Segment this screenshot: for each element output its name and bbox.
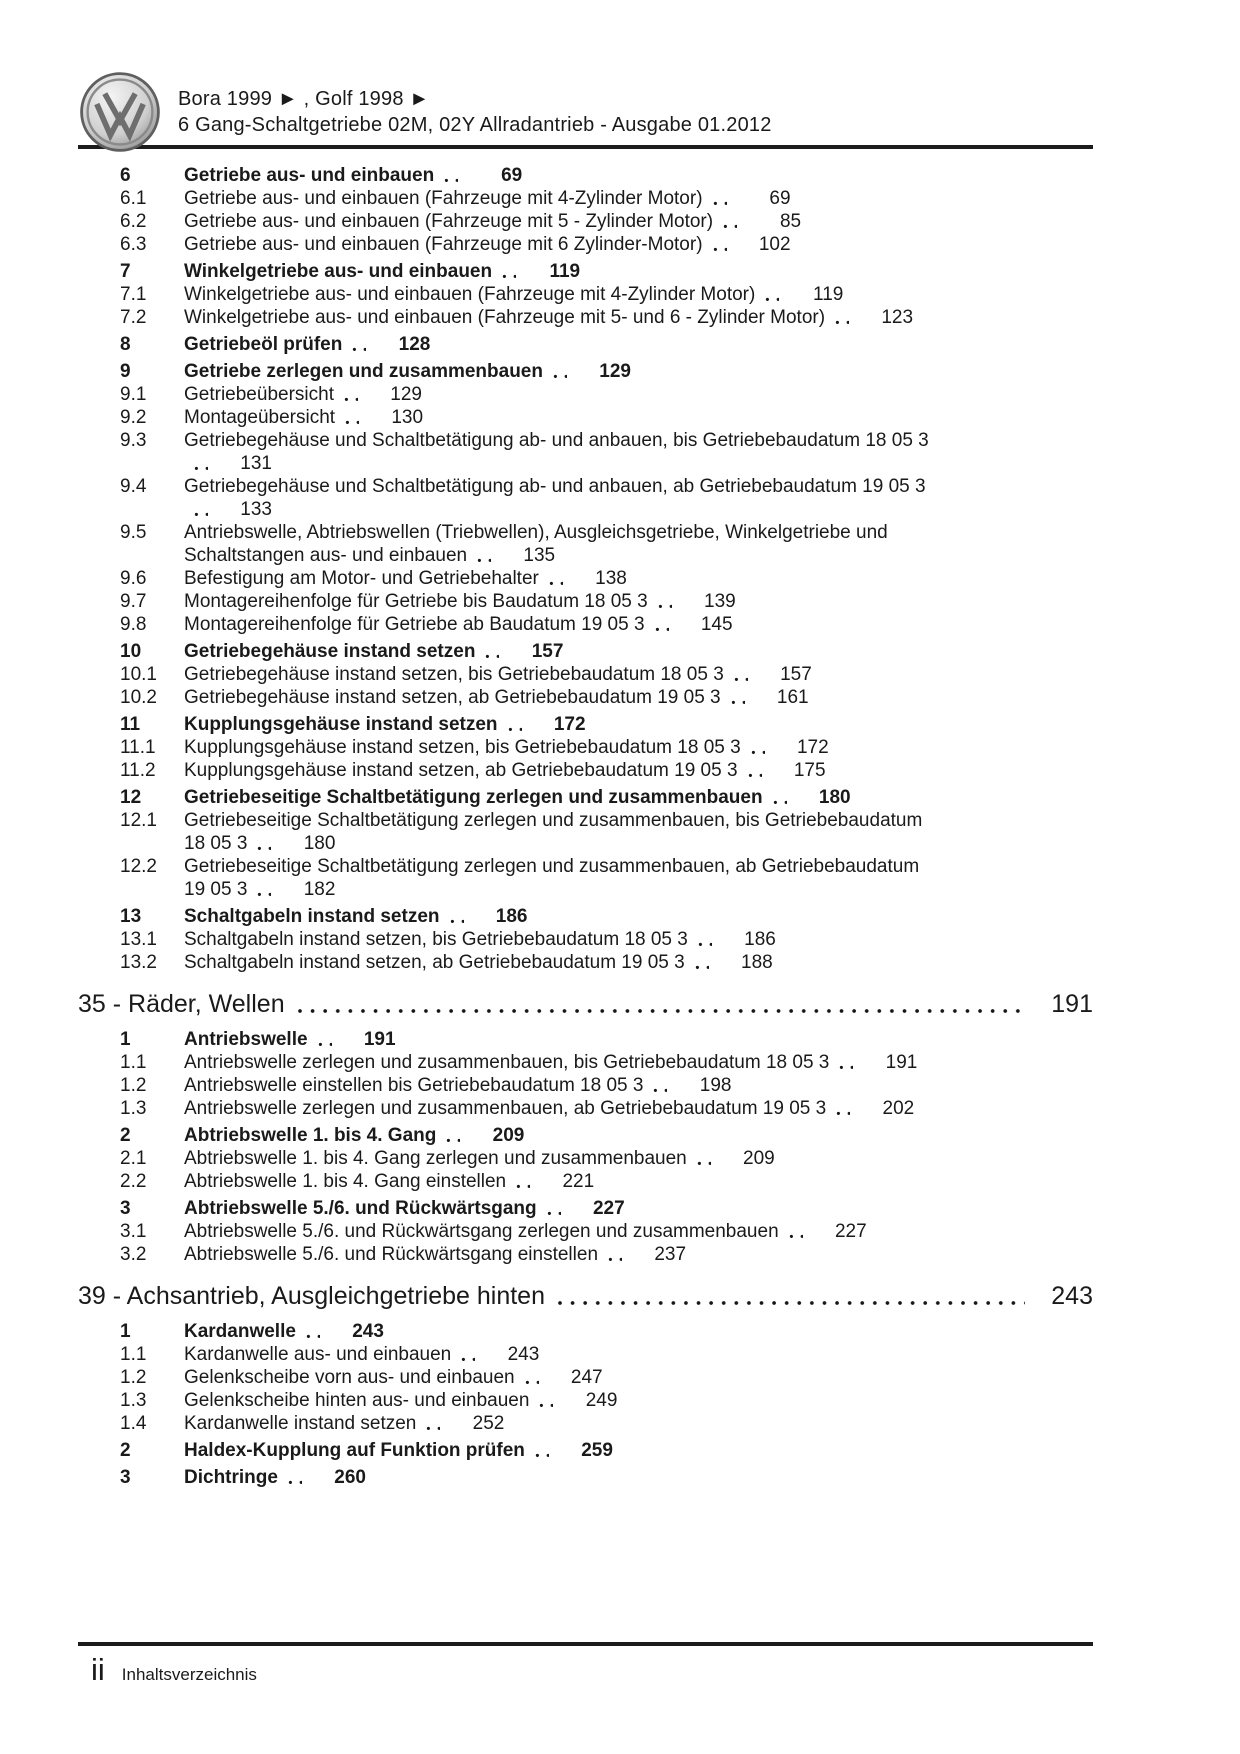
toc-entry-line bbox=[78, 1439, 1093, 1462]
entry-number: 1.1 bbox=[120, 1052, 147, 1073]
entry-title: 18 05 3 bbox=[184, 833, 248, 854]
entry-page-number: 188 bbox=[741, 952, 773, 973]
toc-entry-line bbox=[78, 1170, 1093, 1193]
entry-title: Winkelgetriebe aus- und einbauen (Fahrzeuge mit 5- und 6 - Zylinder Motor) bbox=[184, 307, 826, 328]
toc-entry-line bbox=[78, 736, 1093, 759]
entry-page-number: 243 bbox=[352, 1321, 384, 1342]
dot-leader bbox=[502, 274, 516, 279]
entry-page-number: 131 bbox=[240, 453, 272, 474]
dot-leader bbox=[344, 397, 358, 402]
entry-number: 2 bbox=[120, 1440, 131, 1461]
header-product-line: Bora 1999 ► , Golf 1998 ► bbox=[178, 88, 430, 110]
entry-title: Kupplungsgehäuse instand setzen bbox=[184, 714, 498, 735]
dot-leader bbox=[516, 1184, 530, 1189]
entry-page-number: 161 bbox=[776, 687, 809, 708]
header-manual-title: 6 Gang-Schaltgetriebe 02M, 02Y Allradantrieb - Ausgabe 01.2012 bbox=[178, 114, 772, 136]
dot-leader bbox=[535, 1453, 549, 1458]
entry-page-number: 138 bbox=[595, 568, 627, 589]
entry-title: Getriebeseitige Schaltbetätigung zerlegen und zusammenbauen, bis Getriebebaudatum bbox=[184, 810, 923, 831]
dot-leader bbox=[695, 965, 709, 970]
dot-leader bbox=[444, 178, 458, 183]
toc-entry-line bbox=[78, 406, 1093, 429]
toc-entry-line bbox=[78, 333, 1093, 356]
entry-number: 1.3 bbox=[120, 1098, 147, 1119]
toc-entry-line bbox=[78, 1197, 1093, 1220]
entry-page-number: 135 bbox=[523, 545, 556, 566]
entry-number: 1 bbox=[120, 1029, 131, 1050]
entry-title: Montageübersicht bbox=[184, 407, 336, 428]
entry-title: Winkelgetriebe aus- und einbauen (Fahrzeuge mit 4-Zylinder Motor) bbox=[184, 284, 756, 305]
footer-label: Inhaltsverzeichnis bbox=[121, 1665, 257, 1684]
entry-title: Getriebe aus- und einbauen bbox=[184, 165, 435, 186]
entry-number: 2.2 bbox=[120, 1171, 147, 1192]
entry-title: Antriebswelle, Abtriebswellen (Triebwellen), Ausgleichsgetriebe, Winkelgetriebe und bbox=[184, 522, 888, 543]
chapter-page-number: 243 bbox=[1051, 1282, 1093, 1310]
entry-number: 10 bbox=[120, 641, 142, 662]
entry-number: 3 bbox=[120, 1198, 131, 1219]
entry-page-number: 247 bbox=[570, 1367, 603, 1388]
toc-entry-line bbox=[78, 452, 1093, 475]
dot-leader bbox=[547, 1211, 561, 1216]
entry-page-number: 123 bbox=[881, 307, 914, 328]
toc-entry-line bbox=[78, 663, 1093, 686]
entry-number: 13.1 bbox=[120, 929, 157, 950]
entry-page-number: 133 bbox=[240, 499, 272, 520]
toc-entry-line bbox=[78, 809, 1093, 832]
entry-number: 13.2 bbox=[120, 952, 157, 973]
toc-entry-line bbox=[78, 260, 1093, 283]
entry-title: Getriebe aus- und einbauen (Fahrzeuge mit 6 Zylinder-Motor) bbox=[184, 234, 703, 255]
dot-leader bbox=[306, 1334, 320, 1339]
dot-leader bbox=[557, 1300, 1025, 1306]
toc-entry-line bbox=[78, 498, 1093, 521]
entry-page-number: 259 bbox=[581, 1440, 613, 1461]
entry-page-number: 128 bbox=[398, 334, 431, 355]
toc-entry-line bbox=[78, 1343, 1093, 1366]
entry-number: 13 bbox=[120, 906, 142, 927]
dot-leader bbox=[288, 1480, 302, 1485]
entry-number: 6.1 bbox=[120, 188, 147, 209]
entry-title: Getriebeseitige Schaltbetätigung zerlegen und zusammenbauen, ab Getriebebaudatum bbox=[184, 856, 920, 877]
toc-entry-line bbox=[78, 567, 1093, 590]
toc-entry-line bbox=[78, 928, 1093, 951]
entry-number: 9.4 bbox=[120, 476, 147, 497]
entry-page-number: 227 bbox=[834, 1221, 867, 1242]
entry-page-number: 191 bbox=[363, 1029, 396, 1050]
entry-page-number: 119 bbox=[813, 284, 844, 305]
entry-title: Haldex-Kupplung auf Funktion prüfen bbox=[184, 1440, 525, 1461]
dot-leader bbox=[839, 1065, 853, 1070]
toc-entry-line bbox=[78, 187, 1093, 210]
entry-number: 9.2 bbox=[120, 407, 147, 428]
entry-title: Abtriebswelle 1. bis 4. Gang bbox=[184, 1125, 437, 1146]
entry-title: Montagereihenfolge für Getriebe bis Baudatum 18 05 3 bbox=[184, 591, 648, 612]
dot-leader bbox=[713, 201, 727, 206]
entry-title: Winkelgetriebe aus- und einbauen bbox=[184, 261, 493, 282]
dot-leader bbox=[194, 512, 208, 517]
toc-entry-line bbox=[78, 283, 1093, 306]
entry-title: Kardanwelle bbox=[184, 1321, 296, 1342]
dot-leader bbox=[723, 224, 737, 229]
dot-leader bbox=[697, 1161, 711, 1166]
entry-page-number: 243 bbox=[507, 1344, 540, 1365]
dot-leader bbox=[345, 420, 359, 425]
toc-entry-line bbox=[78, 905, 1093, 928]
entry-title: Getriebegehäuse instand setzen, ab Getriebebaudatum 19 05 3 bbox=[184, 687, 721, 708]
dot-leader bbox=[748, 773, 762, 778]
entry-number: 1 bbox=[120, 1321, 131, 1342]
page-header bbox=[78, 70, 1093, 149]
toc-entry-line bbox=[78, 951, 1093, 974]
dot-leader bbox=[525, 1380, 539, 1385]
entry-page-number: 145 bbox=[700, 614, 733, 635]
toc-entry-line bbox=[78, 713, 1093, 736]
entry-page-number: 186 bbox=[495, 906, 528, 927]
entry-number: 8 bbox=[120, 334, 131, 355]
dot-leader bbox=[773, 800, 787, 805]
toc-entry-line bbox=[78, 1243, 1093, 1266]
entry-title: Getriebegehäuse und Schaltbetätigung ab- und anbauen, bis Getriebebaudatum 18 05 3 bbox=[184, 430, 929, 451]
entry-title: Antriebswelle bbox=[184, 1029, 308, 1050]
dot-leader bbox=[653, 1088, 667, 1093]
dot-leader bbox=[318, 1042, 332, 1047]
entry-number: 11.1 bbox=[120, 737, 156, 758]
toc-entry-line bbox=[78, 613, 1093, 636]
entry-title: Dichtringe bbox=[184, 1467, 278, 1488]
entry-page-number: 191 bbox=[885, 1052, 918, 1073]
entry-page-number: 172 bbox=[553, 714, 586, 735]
dot-leader bbox=[297, 1008, 1025, 1014]
entry-number: 9.3 bbox=[120, 430, 147, 451]
entry-page-number: 139 bbox=[704, 591, 736, 612]
toc-entry-line bbox=[78, 686, 1093, 709]
entry-number: 10.1 bbox=[120, 664, 157, 685]
dot-leader bbox=[734, 677, 748, 682]
entry-page-number: 237 bbox=[654, 1244, 687, 1265]
chapter-page-number: 191 bbox=[1051, 990, 1093, 1018]
toc-entry-line bbox=[78, 544, 1093, 567]
entry-number: 3 bbox=[120, 1467, 131, 1488]
entry-page-number: 85 bbox=[779, 211, 802, 232]
entry-number: 9.8 bbox=[120, 614, 147, 635]
dot-leader bbox=[835, 320, 849, 325]
dot-leader bbox=[731, 700, 745, 705]
toc-entry-line bbox=[78, 1147, 1093, 1170]
header-text bbox=[178, 86, 772, 138]
toc-entry-line bbox=[78, 1051, 1093, 1074]
entry-title: Abtriebswelle 5./6. und Rückwärtsgang bbox=[184, 1198, 537, 1219]
chapter-heading-row bbox=[78, 1281, 1093, 1311]
toc-entry-line bbox=[78, 1124, 1093, 1147]
toc-entry-line bbox=[78, 759, 1093, 782]
entry-number: 7 bbox=[120, 261, 131, 282]
entry-number: 1.2 bbox=[120, 1367, 147, 1388]
entry-title: Getriebegehäuse instand setzen bbox=[184, 641, 476, 662]
dot-leader bbox=[751, 750, 765, 755]
entry-number: 2 bbox=[120, 1125, 131, 1146]
entry-number: 12.2 bbox=[120, 856, 157, 877]
dot-leader bbox=[539, 1403, 553, 1408]
toc-entry-line bbox=[78, 640, 1093, 663]
entry-page-number: 175 bbox=[793, 760, 826, 781]
entry-title: Getriebeseitige Schaltbetätigung zerlegen und zusammenbauen bbox=[184, 787, 763, 808]
toc-entry-line bbox=[78, 1074, 1093, 1097]
entry-page-number: 129 bbox=[390, 384, 422, 405]
entry-title: Schaltgabeln instand setzen bbox=[184, 906, 440, 927]
entry-title: Schaltgabeln instand setzen, bis Getriebebaudatum 18 05 3 bbox=[184, 929, 688, 950]
entry-title: Kardanwelle instand setzen bbox=[184, 1413, 417, 1434]
page-footer bbox=[78, 1642, 1093, 1687]
toc-entry-line bbox=[78, 832, 1093, 855]
entry-title: Getriebegehäuse instand setzen, bis Getriebebaudatum 18 05 3 bbox=[184, 664, 724, 685]
entry-number: 11.2 bbox=[120, 760, 156, 781]
footer-page-number: ii bbox=[91, 1652, 105, 1687]
entry-number: 3.2 bbox=[120, 1244, 147, 1265]
dot-leader bbox=[485, 654, 499, 659]
entry-number: 11 bbox=[120, 714, 141, 735]
dot-leader bbox=[257, 846, 271, 851]
entry-page-number: 252 bbox=[472, 1413, 505, 1434]
entry-title: Getriebe aus- und einbauen (Fahrzeuge mit 5 - Zylinder Motor) bbox=[184, 211, 714, 232]
toc-entry-line bbox=[78, 521, 1093, 544]
dot-leader bbox=[461, 1357, 475, 1362]
entry-page-number: 102 bbox=[758, 234, 791, 255]
entry-number: 1.3 bbox=[120, 1390, 147, 1411]
entry-number: 10.2 bbox=[120, 687, 157, 708]
entry-title: Getriebeöl prüfen bbox=[184, 334, 343, 355]
toc-entry-line bbox=[78, 786, 1093, 809]
entry-page-number: 130 bbox=[391, 407, 424, 428]
vw-logo-icon bbox=[80, 72, 160, 152]
entry-number: 9.7 bbox=[120, 591, 147, 612]
entry-number: 6.3 bbox=[120, 234, 147, 255]
dot-leader bbox=[713, 247, 727, 252]
entry-number: 7.2 bbox=[120, 307, 147, 328]
dot-leader bbox=[352, 347, 366, 352]
toc-entry-line bbox=[78, 306, 1093, 329]
entry-title: Schaltgabeln instand setzen, ab Getriebebaudatum 19 05 3 bbox=[184, 952, 685, 973]
dot-leader bbox=[658, 604, 672, 609]
dot-leader bbox=[508, 727, 522, 732]
dot-leader bbox=[549, 581, 563, 586]
entry-number: 12 bbox=[120, 787, 142, 808]
page-content bbox=[78, 70, 1093, 1489]
entry-title: Getriebe aus- und einbauen (Fahrzeuge mit 4-Zylinder Motor) bbox=[184, 188, 703, 209]
entry-title: Gelenkscheibe hinten aus- und einbauen bbox=[184, 1390, 530, 1411]
entry-title: Antriebswelle einstellen bis Getriebebaudatum 18 05 3 bbox=[184, 1075, 644, 1096]
entry-title: Getriebe zerlegen und zusammenbauen bbox=[184, 361, 543, 382]
entry-page-number: 119 bbox=[549, 261, 581, 282]
toc-entry-line bbox=[78, 1220, 1093, 1243]
dot-leader bbox=[836, 1111, 850, 1116]
dot-leader bbox=[257, 892, 271, 897]
toc-entry-line bbox=[78, 233, 1093, 256]
dot-leader bbox=[553, 374, 567, 379]
entry-number: 9 bbox=[120, 361, 131, 382]
entry-number: 9.6 bbox=[120, 568, 147, 589]
toc-entry-line bbox=[78, 1412, 1093, 1435]
entry-title: Getriebeübersicht bbox=[184, 384, 334, 405]
dot-leader bbox=[789, 1234, 803, 1239]
toc-entry-line bbox=[78, 429, 1093, 452]
entry-title: Befestigung am Motor- und Getriebehalter bbox=[184, 568, 539, 589]
entry-number: 6 bbox=[120, 165, 131, 186]
dot-leader bbox=[655, 627, 669, 632]
entry-page-number: 172 bbox=[796, 737, 829, 758]
dot-leader bbox=[194, 466, 208, 471]
entry-page-number: 198 bbox=[699, 1075, 732, 1096]
entry-number: 2.1 bbox=[120, 1148, 147, 1169]
dot-leader bbox=[426, 1426, 440, 1431]
entry-title: Antriebswelle zerlegen und zusammenbauen, ab Getriebebaudatum 19 05 3 bbox=[184, 1098, 827, 1119]
chapter-heading-row bbox=[78, 989, 1093, 1019]
entry-title: Kupplungsgehäuse instand setzen, ab Getriebebaudatum 19 05 3 bbox=[184, 760, 738, 781]
toc-entry-line bbox=[78, 590, 1093, 613]
entry-number: 1.1 bbox=[120, 1344, 147, 1365]
entry-title: Getriebegehäuse und Schaltbetätigung ab- und anbauen, ab Getriebebaudatum 19 05 3 bbox=[184, 476, 926, 497]
entry-page-number: 249 bbox=[585, 1390, 618, 1411]
entry-page-number: 69 bbox=[501, 165, 523, 186]
dot-leader bbox=[477, 558, 491, 563]
entry-number: 6.2 bbox=[120, 211, 147, 232]
entry-number: 1.4 bbox=[120, 1413, 147, 1434]
entry-page-number: 186 bbox=[744, 929, 776, 950]
dot-leader bbox=[446, 1138, 460, 1143]
entry-title: Kardanwelle aus- und einbauen bbox=[184, 1344, 452, 1365]
chapter-title: 39 - Achsantrieb, Ausgleichgetriebe hinten bbox=[78, 1282, 545, 1310]
entry-page-number: 260 bbox=[334, 1467, 366, 1488]
entry-title: Gelenkscheibe vorn aus- und einbauen bbox=[184, 1367, 515, 1388]
chapter-title: 35 - Räder, Wellen bbox=[78, 990, 285, 1018]
entry-page-number: 180 bbox=[818, 787, 851, 808]
entry-title: Abtriebswelle 5./6. und Rückwärtsgang einstellen bbox=[184, 1244, 599, 1265]
entry-page-number: 202 bbox=[882, 1098, 915, 1119]
entry-page-number: 180 bbox=[303, 833, 336, 854]
toc-entry-line bbox=[78, 878, 1093, 901]
toc-entry-line bbox=[78, 1466, 1093, 1489]
toc-entry-line bbox=[78, 475, 1093, 498]
toc-entry-line bbox=[78, 164, 1093, 187]
entry-number: 7.1 bbox=[120, 284, 147, 305]
entry-title: Abtriebswelle 1. bis 4. Gang einstellen bbox=[184, 1171, 507, 1192]
entry-title: Abtriebswelle 5./6. und Rückwärtsgang zerlegen und zusammenbauen bbox=[184, 1221, 779, 1242]
toc-entry-line bbox=[78, 1028, 1093, 1051]
entry-title: Schaltstangen aus- und einbauen bbox=[184, 545, 468, 566]
entry-title: Antriebswelle zerlegen und zusammenbauen, bis Getriebebaudatum 18 05 3 bbox=[184, 1052, 830, 1073]
entry-page-number: 209 bbox=[492, 1125, 525, 1146]
toc-entry-line bbox=[78, 1366, 1093, 1389]
dot-leader bbox=[608, 1257, 622, 1262]
entry-page-number: 69 bbox=[769, 188, 791, 209]
entry-title: Kupplungsgehäuse instand setzen, bis Getriebebaudatum 18 05 3 bbox=[184, 737, 741, 758]
toc-entry-line bbox=[78, 1320, 1093, 1343]
toc-entry-line bbox=[78, 1097, 1093, 1120]
entry-page-number: 157 bbox=[531, 641, 564, 662]
toc-entry-line bbox=[78, 383, 1093, 406]
entry-number: 3.1 bbox=[120, 1221, 147, 1242]
entry-number: 9.5 bbox=[120, 522, 147, 543]
entry-title: Montagereihenfolge für Getriebe ab Baudatum 19 05 3 bbox=[184, 614, 645, 635]
entry-page-number: 182 bbox=[303, 879, 336, 900]
toc-entry-line bbox=[78, 1389, 1093, 1412]
toc-entry-line bbox=[78, 855, 1093, 878]
entry-number: 9.1 bbox=[120, 384, 147, 405]
entry-title: 19 05 3 bbox=[184, 879, 248, 900]
entry-page-number: 129 bbox=[599, 361, 631, 382]
entry-page-number: 227 bbox=[592, 1198, 625, 1219]
toc-entry-line bbox=[78, 360, 1093, 383]
toc bbox=[78, 164, 1093, 1489]
entry-title: Abtriebswelle 1. bis 4. Gang zerlegen und zusammenbauen bbox=[184, 1148, 687, 1169]
dot-leader bbox=[698, 942, 712, 947]
entry-page-number: 221 bbox=[562, 1171, 595, 1192]
dot-leader bbox=[765, 297, 779, 302]
dot-leader bbox=[450, 919, 464, 924]
entry-number: 1.2 bbox=[120, 1075, 147, 1096]
entry-page-number: 209 bbox=[743, 1148, 775, 1169]
entry-page-number: 157 bbox=[780, 664, 812, 685]
entry-number: 12.1 bbox=[120, 810, 157, 831]
toc-entry-line bbox=[78, 210, 1093, 233]
